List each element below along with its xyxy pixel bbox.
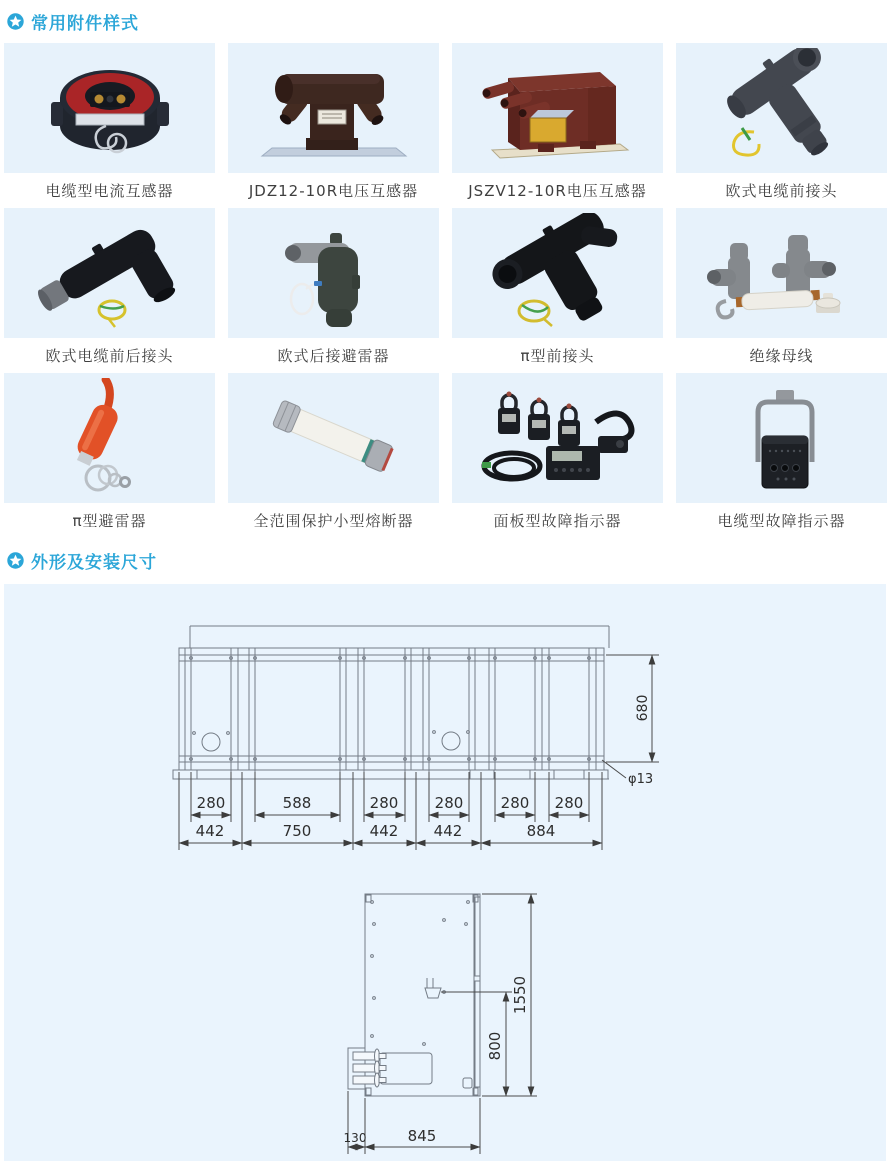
product-cable-current-transformer	[4, 43, 215, 208]
product-label: JDZ12-10R电压互感器	[248, 182, 419, 200]
section-header-dimensions	[0, 538, 890, 582]
pi-front-connector-image	[468, 213, 648, 333]
product-jszv12-voltage-transformer	[452, 43, 663, 208]
pi-arrester-image	[20, 378, 200, 498]
product-full-range-fuse	[228, 373, 439, 538]
section-title: 外形及安装尺寸	[31, 553, 157, 573]
dimension-drawing-panel	[4, 584, 886, 1161]
dim-280-1: 280	[196, 794, 226, 812]
product-label: 欧式电缆前后接头	[45, 347, 174, 365]
product-pi-arrester	[4, 373, 215, 538]
dim-442-3: 442	[433, 822, 463, 840]
euro-front-rear-connector-image	[20, 213, 200, 333]
dim-800: 800	[486, 1031, 504, 1061]
product-panel-fault-indicator	[452, 373, 663, 538]
section-title: 常用附件样式	[31, 14, 139, 34]
star-bullet-icon	[7, 13, 24, 30]
dim-280-4: 280	[500, 794, 530, 812]
full-range-fuse-image	[244, 378, 424, 498]
product-insulated-busbar	[676, 208, 887, 373]
dim-884: 884	[526, 822, 556, 840]
frame-dimensions	[179, 655, 659, 850]
product-label: JSZV12-10R电压互感器	[468, 182, 647, 200]
cabinet-dimensions	[344, 894, 537, 1154]
dim-280-2: 280	[369, 794, 399, 812]
euro-rear-arrester-image	[244, 213, 424, 333]
panel-fault-indicator-image	[468, 378, 648, 498]
product-pi-front-connector	[452, 208, 663, 373]
product-label: π型前接头	[520, 347, 595, 365]
cabinet-side-view	[348, 894, 480, 1096]
product-euro-front-connector	[676, 43, 887, 208]
cable-current-transformer-image	[20, 48, 200, 168]
dim-hole-phi13: φ13	[628, 772, 654, 787]
product-label: 欧式电缆前接头	[725, 182, 838, 200]
dim-1550: 1550	[511, 975, 529, 1015]
product-jdz12-voltage-transformer	[228, 43, 439, 208]
product-euro-front-rear-connector	[4, 208, 215, 373]
product-grid	[0, 43, 890, 538]
product-cable-fault-indicator	[676, 373, 887, 538]
jdz12-voltage-transformer-image	[244, 48, 424, 168]
dim-280-3: 280	[434, 794, 464, 812]
dim-845: 845	[407, 1127, 437, 1145]
product-label: 欧式后接避雷器	[277, 347, 390, 365]
product-euro-rear-arrester	[228, 208, 439, 373]
dim-442-2: 442	[369, 822, 399, 840]
jszv12-voltage-transformer-image	[468, 48, 648, 168]
star-bullet-icon	[7, 552, 24, 569]
dim-280-5: 280	[554, 794, 584, 812]
cable-fault-indicator-image	[692, 378, 872, 498]
product-label: 全范围保护小型熔断器	[253, 512, 414, 530]
dim-588: 588	[282, 794, 312, 812]
insulated-busbar-image	[692, 213, 872, 333]
euro-front-connector-image	[692, 48, 872, 168]
product-label: 电缆型电流互感器	[45, 182, 174, 200]
product-label: 面板型故障指示器	[493, 512, 622, 530]
product-label: π型避雷器	[72, 512, 147, 530]
dim-680: 680	[635, 694, 651, 722]
dimension-drawing	[4, 584, 886, 1161]
dim-130: 130	[343, 1131, 367, 1145]
frame-front-view	[173, 626, 609, 779]
section-header-accessories	[0, 0, 890, 43]
product-label: 电缆型故障指示器	[717, 512, 846, 530]
product-label: 绝缘母线	[749, 347, 814, 365]
dim-442-1: 442	[195, 822, 225, 840]
dim-750: 750	[282, 822, 312, 840]
